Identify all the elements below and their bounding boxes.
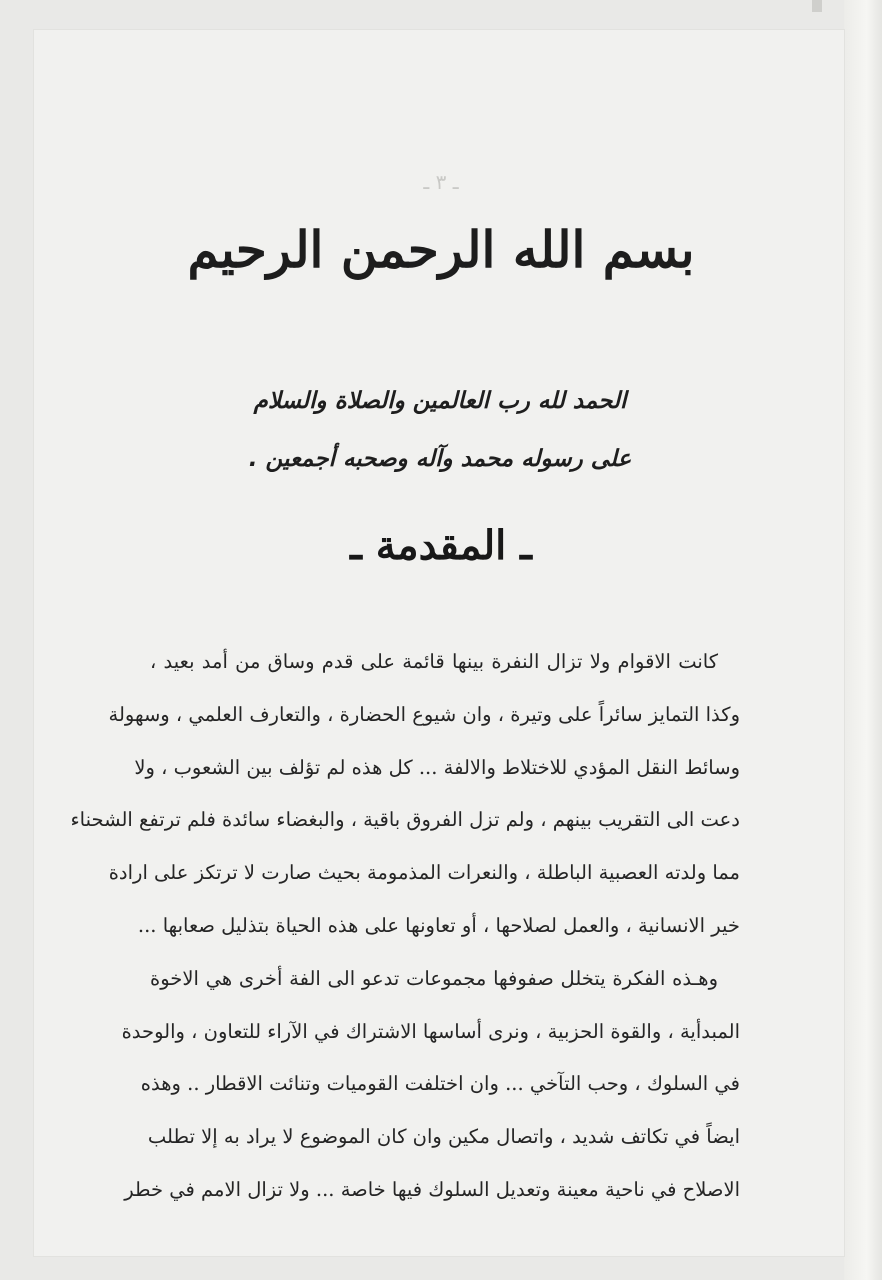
paragraph-line: وسائط النقل المؤدي للاختلاط والالفة ... كل هذه لم تؤلف بين الشعوب ، ولا <box>134 755 740 779</box>
paragraph-line: مما ولدته العصبية الباطلة ، والنعرات المذمومة بحيث صارت لا ترتكز على ارادة <box>108 861 740 885</box>
paragraph-line: كانت الاقوام ولا تزال النفرة بينها قائمة على قدم وساق من أمد بعيد ، <box>150 650 718 673</box>
paragraph-line: وكذا التمايز سائراً على وتيرة ، وان شيوع الحضارة ، والتعارف العلمي ، وسهولة <box>108 702 740 726</box>
paragraph-line: خير الانسانية ، والعمل لصلاحها ، أو تعاونها على هذه الحياة بتذليل صعابها ... <box>137 913 740 937</box>
scan-artifact <box>812 0 822 12</box>
introduction-paragraph <box>70 636 740 1217</box>
section-title: ـ المقدمة ـ <box>350 522 532 569</box>
page-number: ـ ٣ ـ <box>423 170 459 194</box>
paragraph-line: في السلوك ، وحب التآخي ... وان اختلفت القوميات وتنائت الاقطار .. وهذه <box>140 1072 740 1096</box>
basmala-calligraphy: بسم الله الرحمن الرحيم <box>187 220 695 279</box>
paragraph-line: وهـذه الفكرة يتخلل صفوفها مجموعات تدعو الى الفة أخرى هي الاخوة <box>150 966 718 990</box>
paragraph-line: ايضاً في تكاتف شديد ، واتصال مكين وان كان الموضوع لا يراد به إلا تطلب <box>147 1125 740 1149</box>
praise-line-2: على رسوله محمد وآله وصحبه أجمعين . <box>248 446 632 472</box>
paragraph-line: الاصلاح في ناحية معينة وتعديل السلوك فيها خاصة ... ولا تزال الامم في خطر <box>124 1177 740 1201</box>
praise-line-1: الحمد لله رب العالمين والصلاة والسلام <box>253 388 627 414</box>
paragraph-line: المبدأية ، والقوة الحزبية ، ونرى أساسها الاشتراك في الآراء للتعاون ، والوحدة <box>121 1019 740 1043</box>
paragraph-line: دعت الى التقريب بينهم ، ولم تزل الفروق باقية ، والبغضاء سائدة فلم ترتفع الشحناء <box>70 808 740 832</box>
opening-praise <box>150 372 730 488</box>
